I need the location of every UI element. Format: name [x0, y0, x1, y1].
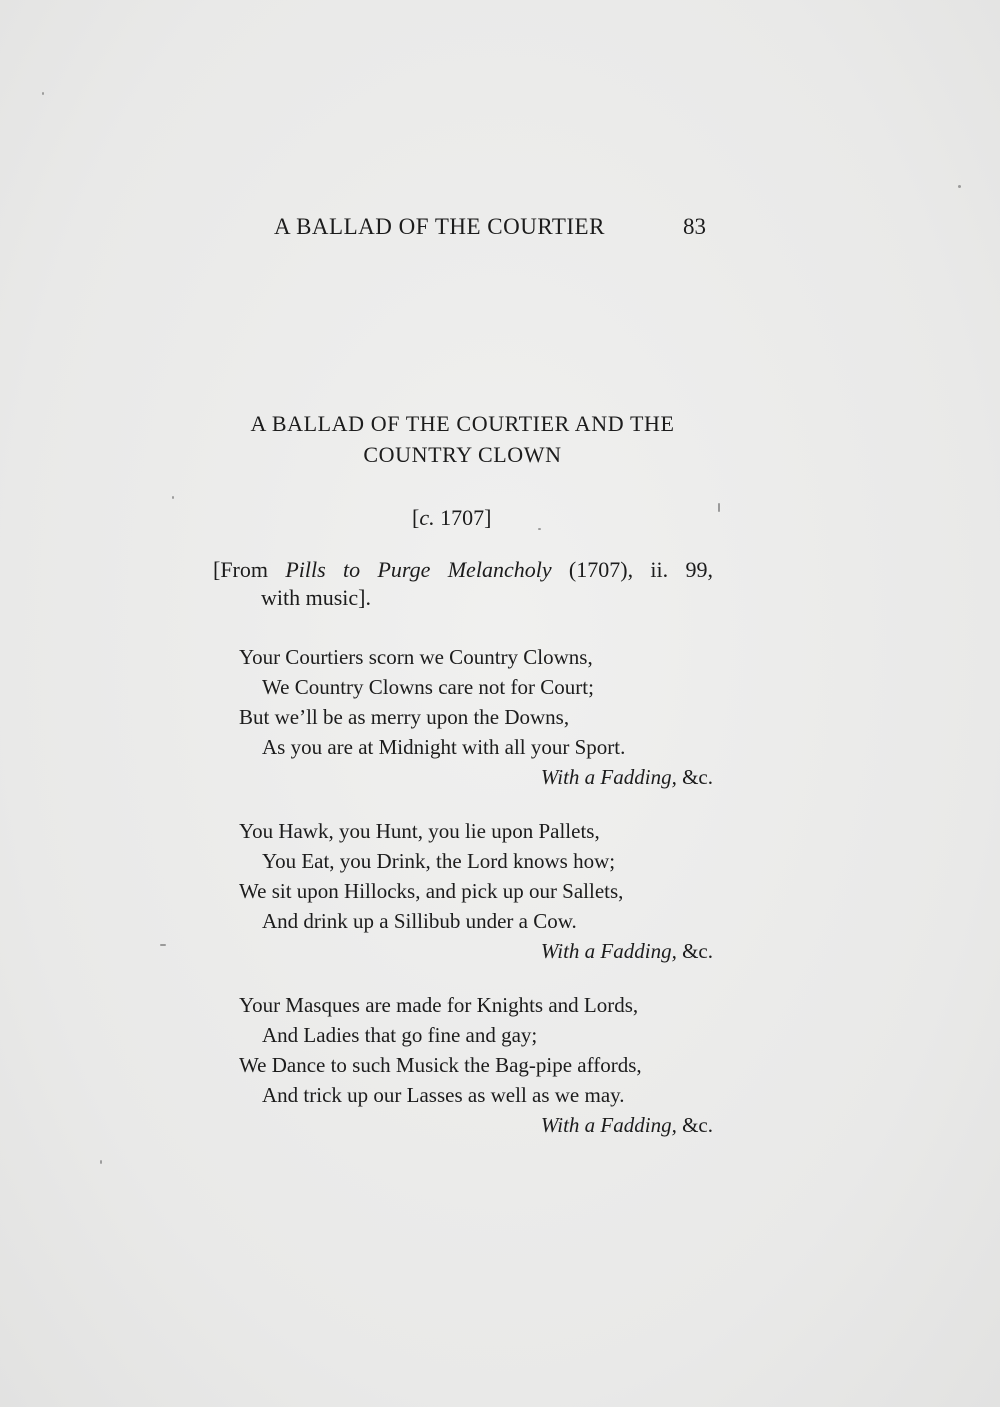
source-title-word: Pills: [285, 557, 326, 582]
refrain-text: With a Fadding,: [540, 1113, 677, 1137]
source-word: [From: [213, 557, 268, 582]
refrain-text: With a Fadding,: [540, 765, 677, 789]
verse-line: We Dance to such Musick the Bag-pipe affords,: [239, 1053, 642, 1077]
paper-speck: [100, 1160, 102, 1164]
verse-line: We Country Clowns care not for Court;: [262, 675, 594, 699]
running-head: [0, 214, 1000, 248]
refrain-line: [239, 762, 715, 792]
poem-title: [150, 408, 775, 470]
verse-line: You Hawk, you Hunt, you lie upon Pallets,: [239, 819, 600, 843]
poem-title-line-2: COUNTRY CLOWN: [363, 442, 562, 467]
stanza-1: [239, 642, 715, 792]
refrain-text: With a Fadding,: [540, 939, 677, 963]
verse-line: You Eat, you Drink, the Lord knows how;: [262, 849, 616, 873]
paper-speck: [718, 503, 720, 512]
stanza-2: [239, 816, 715, 966]
source-title-word: Purge: [377, 557, 431, 582]
source-word: 99,: [685, 557, 713, 582]
refrain-etc: &c.: [682, 1113, 713, 1137]
paper-speck: [538, 528, 541, 530]
verse-line: And Ladies that go fine and gay;: [262, 1023, 538, 1047]
paper-speck: [42, 92, 44, 95]
verse-line: As you are at Midnight with all your Sport.: [262, 735, 626, 759]
verse-line: We sit upon Hillocks, and pick up our Sallets,: [239, 879, 624, 903]
paper-speck: [958, 185, 961, 188]
source-title-word: to: [343, 557, 361, 582]
refrain-line: [239, 936, 715, 966]
date-circa: c.: [419, 505, 435, 530]
verse-line: But we’ll be as merry upon the Downs,: [239, 705, 570, 729]
source-word: (1707),: [568, 557, 634, 582]
verse-line: And drink up a Sillibub under a Cow.: [262, 909, 577, 933]
verse-line: Your Courtiers scorn we Country Clowns,: [239, 645, 593, 669]
verse-line: Your Masques are made for Knights and Lords,: [239, 993, 639, 1017]
date-open-bracket: [: [412, 505, 420, 530]
source-title-word: Melancholy: [447, 557, 552, 582]
paper-speck: [172, 496, 174, 499]
source-note-line-2: with music].: [261, 585, 371, 610]
poem-title-line-1: A BALLAD OF THE COURTIER AND THE: [250, 411, 675, 436]
refrain-etc: &c.: [682, 939, 713, 963]
refrain-line: [239, 1110, 715, 1140]
poem-date: [412, 505, 491, 531]
source-note-line-1: [213, 556, 713, 584]
source-word: ii.: [650, 557, 669, 582]
refrain-etc: &c.: [682, 765, 713, 789]
paper-speck: [160, 944, 166, 946]
date-year: 1707]: [434, 505, 492, 530]
verse-line: And trick up our Lasses as well as we may.: [262, 1083, 625, 1107]
page-number: 83: [683, 214, 706, 239]
source-note: [213, 556, 713, 612]
running-title: A BALLAD OF THE COURTIER: [274, 214, 605, 239]
stanza-3: [239, 990, 715, 1140]
